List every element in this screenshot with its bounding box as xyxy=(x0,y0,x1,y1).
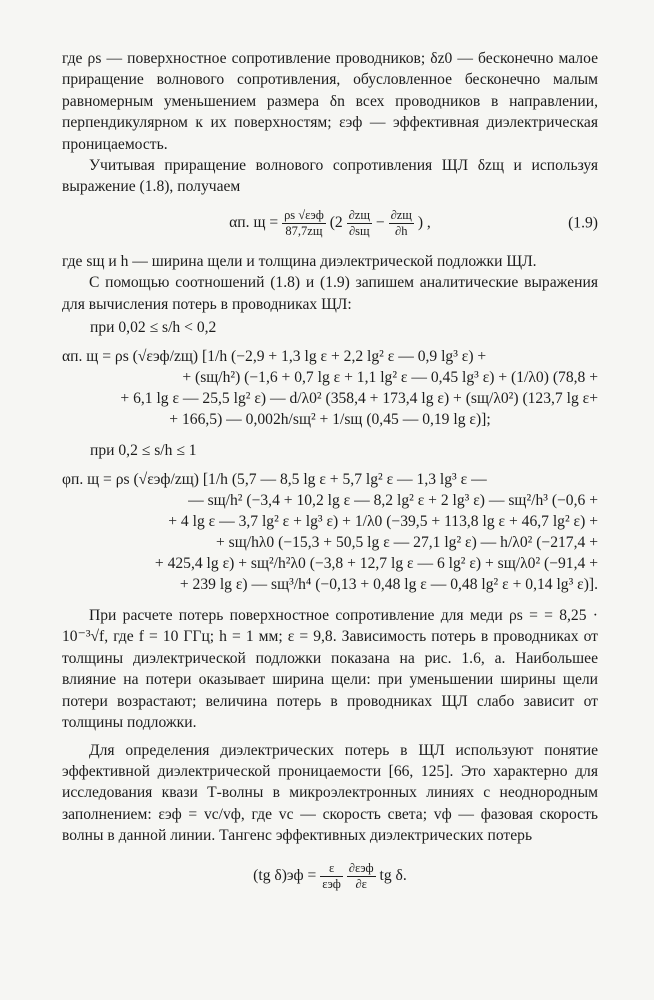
eq19-close: ) , xyxy=(417,213,431,231)
paragraph-dielectric-loss: Для определения диэлектрических потерь в ЩЛ используют понятие эффективной диэлектрической проницаемости [66, 125]. Это характерно для исследования квази Т-волны в микроэлектронных линиях с неоднородным заполнением: εэф = vc/vф, где vc — скорость света; vф — фазовая скорость волны в данной линии. Тангенс эффективных диэлектрических потерь xyxy=(62,741,598,845)
formula-line: + 4 lg ε — 3,7 lg² ε + lg³ ε) + 1/λ0 (−39,5 + 113,8 lg ε + 46,7 lg² ε) + xyxy=(168,513,598,531)
paragraph-copper-calculation: При расчете потерь поверхностное сопротивление для меди ρs = = 8,25 · 10⁻³√f, где f = 10 ГГц; h = 1 мм; ε = 9,8. Зависимость потерь в проводниках от толщины диэлектрической подложки показана на рис. 1.6, а. Наибольшее влияние на потери оказывает ширина щели: при уменьшении ширины щели потери возрастают; величина потерь в проводниках ЩЛ слабо зависит от толщины подложки. xyxy=(62,607,598,732)
condition-range-2: при 0,2 ≤ s/h ≤ 1 xyxy=(90,442,197,460)
paragraph-increment: Учитывая приращение волнового сопротивления ЩЛ δzщ и используя выражение (1.8), получаем xyxy=(62,157,598,196)
formula-line: — sщ/h² (−3,4 + 10,2 lg ε — 8,2 lg² ε + 2 lg³ ε) — sщ²/h³ (−0,6 + xyxy=(188,492,598,510)
equation-1-9 xyxy=(62,208,598,239)
equation-effective-tangent xyxy=(62,861,598,892)
formula-line: + 166,5) — 0,002h/sщ² + 1/sщ (0,45 — 0,19 lg ε)]; xyxy=(169,411,491,429)
equation-number: (1.9) xyxy=(568,214,598,232)
formula-line: + (sщ/h²) (−1,6 + 0,7 lg ε + 1,1 lg² ε — 0,45 lg³ ε) + (1/λ0) (78,8 + xyxy=(182,369,598,387)
formula-line: + 425,4 lg ε) + sщ²/h²λ0 (−3,8 + 12,7 lg ε — 6 lg² ε) + sщ/λ0² (−91,4 + xyxy=(154,555,598,573)
eq19-fraction: $\frac{\text{ρs √εэф}}{87,7zщ}$ xyxy=(284,207,324,238)
eq19-derivative-s: $\frac{\partial zщ}{\partial sщ}$ xyxy=(348,207,370,238)
tangent-fraction-2: $\frac{\text{∂εэф}}{\partial\varepsilon}$ xyxy=(348,860,374,891)
formula-line: + 239 lg ε) — sщ³/h⁴ (−0,13 + 0,48 lg ε — 0,48 lg² ε + 0,14 lg³ ε)]. xyxy=(179,576,598,594)
tangent-tail: tg δ. xyxy=(379,866,407,884)
eq19-minus: − xyxy=(375,213,385,231)
eq19-lhs: αп. щ = xyxy=(229,213,279,231)
formula-line: φп. щ = ρs (√εэф/zщ) [1/h (5,7 — 8,5 lg ε + 5,7 lg² ε — 1,3 lg³ ε — xyxy=(62,471,487,489)
formula-line: + sщ/hλ0 (−15,3 + 50,5 lg ε — 27,1 lg² ε) — h/λ0² (−217,4 + xyxy=(215,534,598,552)
formula-line: αп. щ = ρs (√εэф/zщ) [1/h (−2,9 + 1,3 lg ε + 2,2 lg² ε — 0,9 lg³ ε) + xyxy=(62,348,487,366)
formula-conductor-loss-1 xyxy=(62,346,598,430)
tangent-lhs: (tg δ)эф = xyxy=(253,866,317,884)
condition-range-1: при 0,02 ≤ s/h < 0,2 xyxy=(90,319,217,337)
formula-conductor-loss-2 xyxy=(62,469,598,595)
paragraph-definitions: где ρs — поверхностное сопротивление проводников; δz0 — бесконечно малое приращение волнового сопротивления, обусловленное бесконечно малым равномерным уменьшением размера δn всех проводников в направлении, перпендикулярном к их поверхностям; εэф — эффективная диэлектрическая проницаемость. xyxy=(62,50,598,153)
eq19-open: (2 xyxy=(329,213,343,231)
eq19-derivative-h: $\frac{\partial zщ}{\partial h}$ xyxy=(390,207,412,238)
formula-line: + 6,1 lg ε — 25,5 lg² ε) — d/λ0² (358,4 + 173,4 lg ε) + (sщ/λ0²) (123,7 lg ε+ xyxy=(120,390,598,408)
paragraph-where: где sщ и h — ширина щели и толщина диэлектрической подложки ЩЛ. xyxy=(62,252,537,270)
paragraph-relations: С помощью соотношений (1.8) и (1.9) запишем аналитические выражения для вычисления потерь в проводниках ЩЛ: xyxy=(62,274,598,313)
tangent-fraction-1: $\frac{\varepsilon}{\text{εэф}}$ xyxy=(322,860,341,891)
